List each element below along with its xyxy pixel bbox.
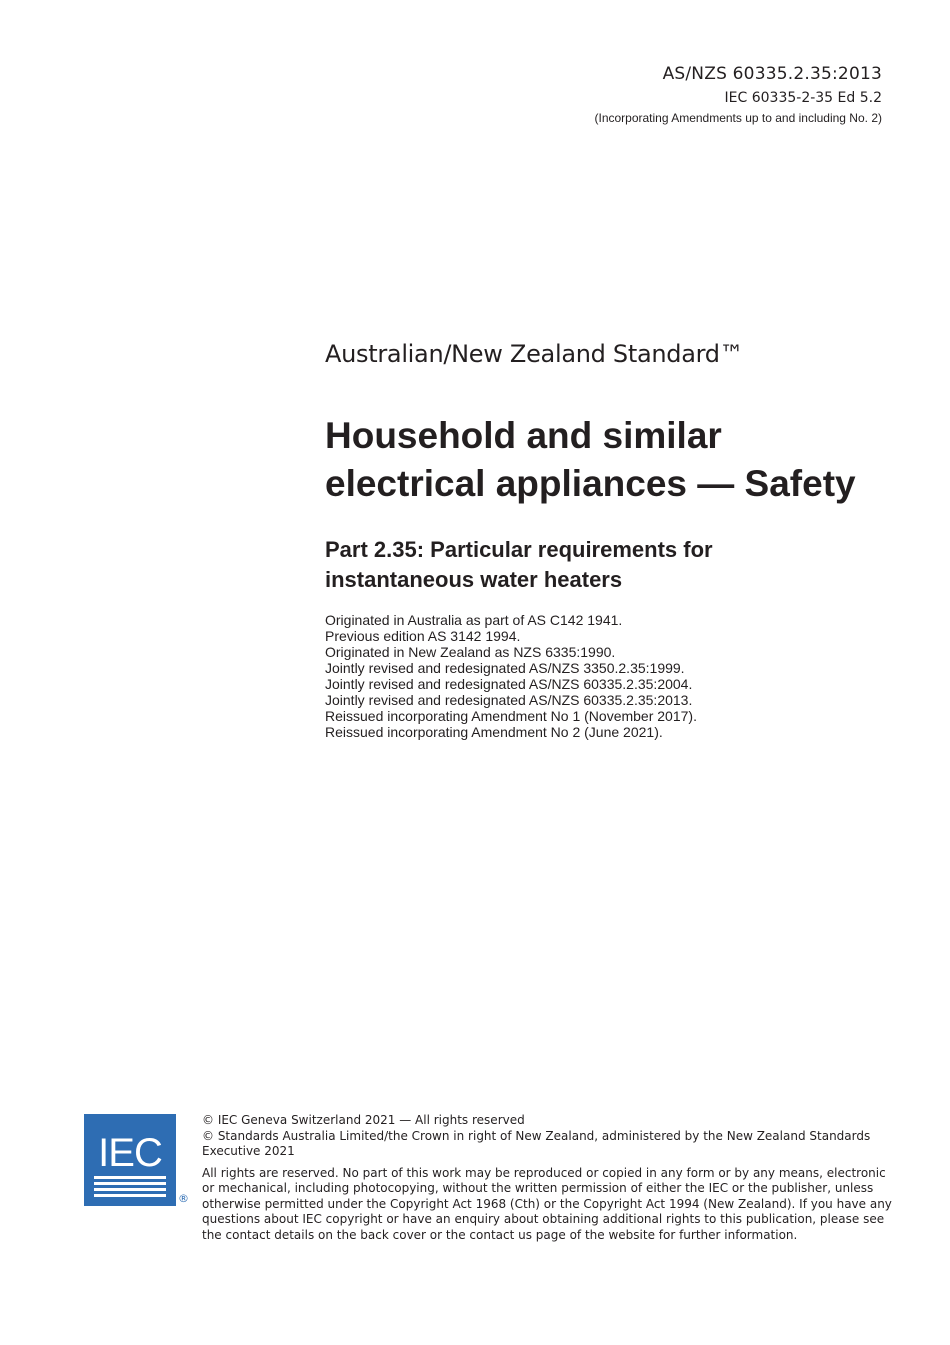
standard-series: Australian/New Zealand Standard™ (325, 340, 744, 368)
document-header (594, 62, 882, 126)
rights-statement: All rights are reserved. No part of this work may be reproduced or copied in any form or by any means, electronic or mechanical, including photocopying, without the written permission of either the IEC or the publisher, unless otherwise permitted under the Copyright Act 1968 (Cth) or the Copyright Act 1994 (New Zealand). If you have any questions about IEC copyright or have an enquiry about obtaining additional rights to this publication, please see the contact details on the back cover or the contact us page of the website for further information. (202, 1165, 892, 1242)
copyright-block (202, 1113, 892, 1243)
document-title (325, 412, 925, 508)
history-item: Previous edition AS 3142 1994. (325, 628, 521, 644)
part-title (325, 535, 885, 595)
history-item: Jointly revised and redesignated AS/NZS 3350.2.35:1999. (325, 660, 685, 676)
history-item: Originated in Australia as part of AS C142 1941. (325, 612, 623, 628)
copyright-iec: © IEC Geneva Switzerland 2021 — All rights reserved (202, 1113, 525, 1127)
part-line-1: Part 2.35: Particular requirements for (325, 537, 713, 562)
iec-logo-text: IEC (98, 1131, 162, 1175)
standard-number: AS/NZS 60335.2.35:2013 (662, 64, 882, 84)
edition-history (325, 612, 697, 740)
history-item: Originated in New Zealand as NZS 6335:1990. (325, 644, 616, 660)
iec-logo (84, 1114, 176, 1206)
title-line-1: Household and similar (325, 415, 722, 456)
history-item: Reissued incorporating Amendment No 1 (November 2017). (325, 708, 697, 724)
iec-number: IEC 60335-2-35 Ed 5.2 (724, 90, 882, 106)
history-item: Jointly revised and redesignated AS/NZS 60335.2.35:2004. (325, 676, 693, 692)
amendment-note: (Incorporating Amendments up to and including No. 2) (594, 111, 882, 125)
history-item: Reissued incorporating Amendment No 2 (June 2021). (325, 724, 663, 740)
part-line-2: instantaneous water heaters (325, 567, 623, 592)
registered-mark: ® (178, 1192, 189, 1205)
title-line-2: electrical appliances — Safety (325, 463, 856, 504)
copyright-sa: © Standards Australia Limited/the Crown in right of New Zealand, administered by the New Zealand Standards Executive 2021 (202, 1128, 871, 1158)
history-item: Jointly revised and redesignated AS/NZS 60335.2.35:2013. (325, 692, 693, 708)
